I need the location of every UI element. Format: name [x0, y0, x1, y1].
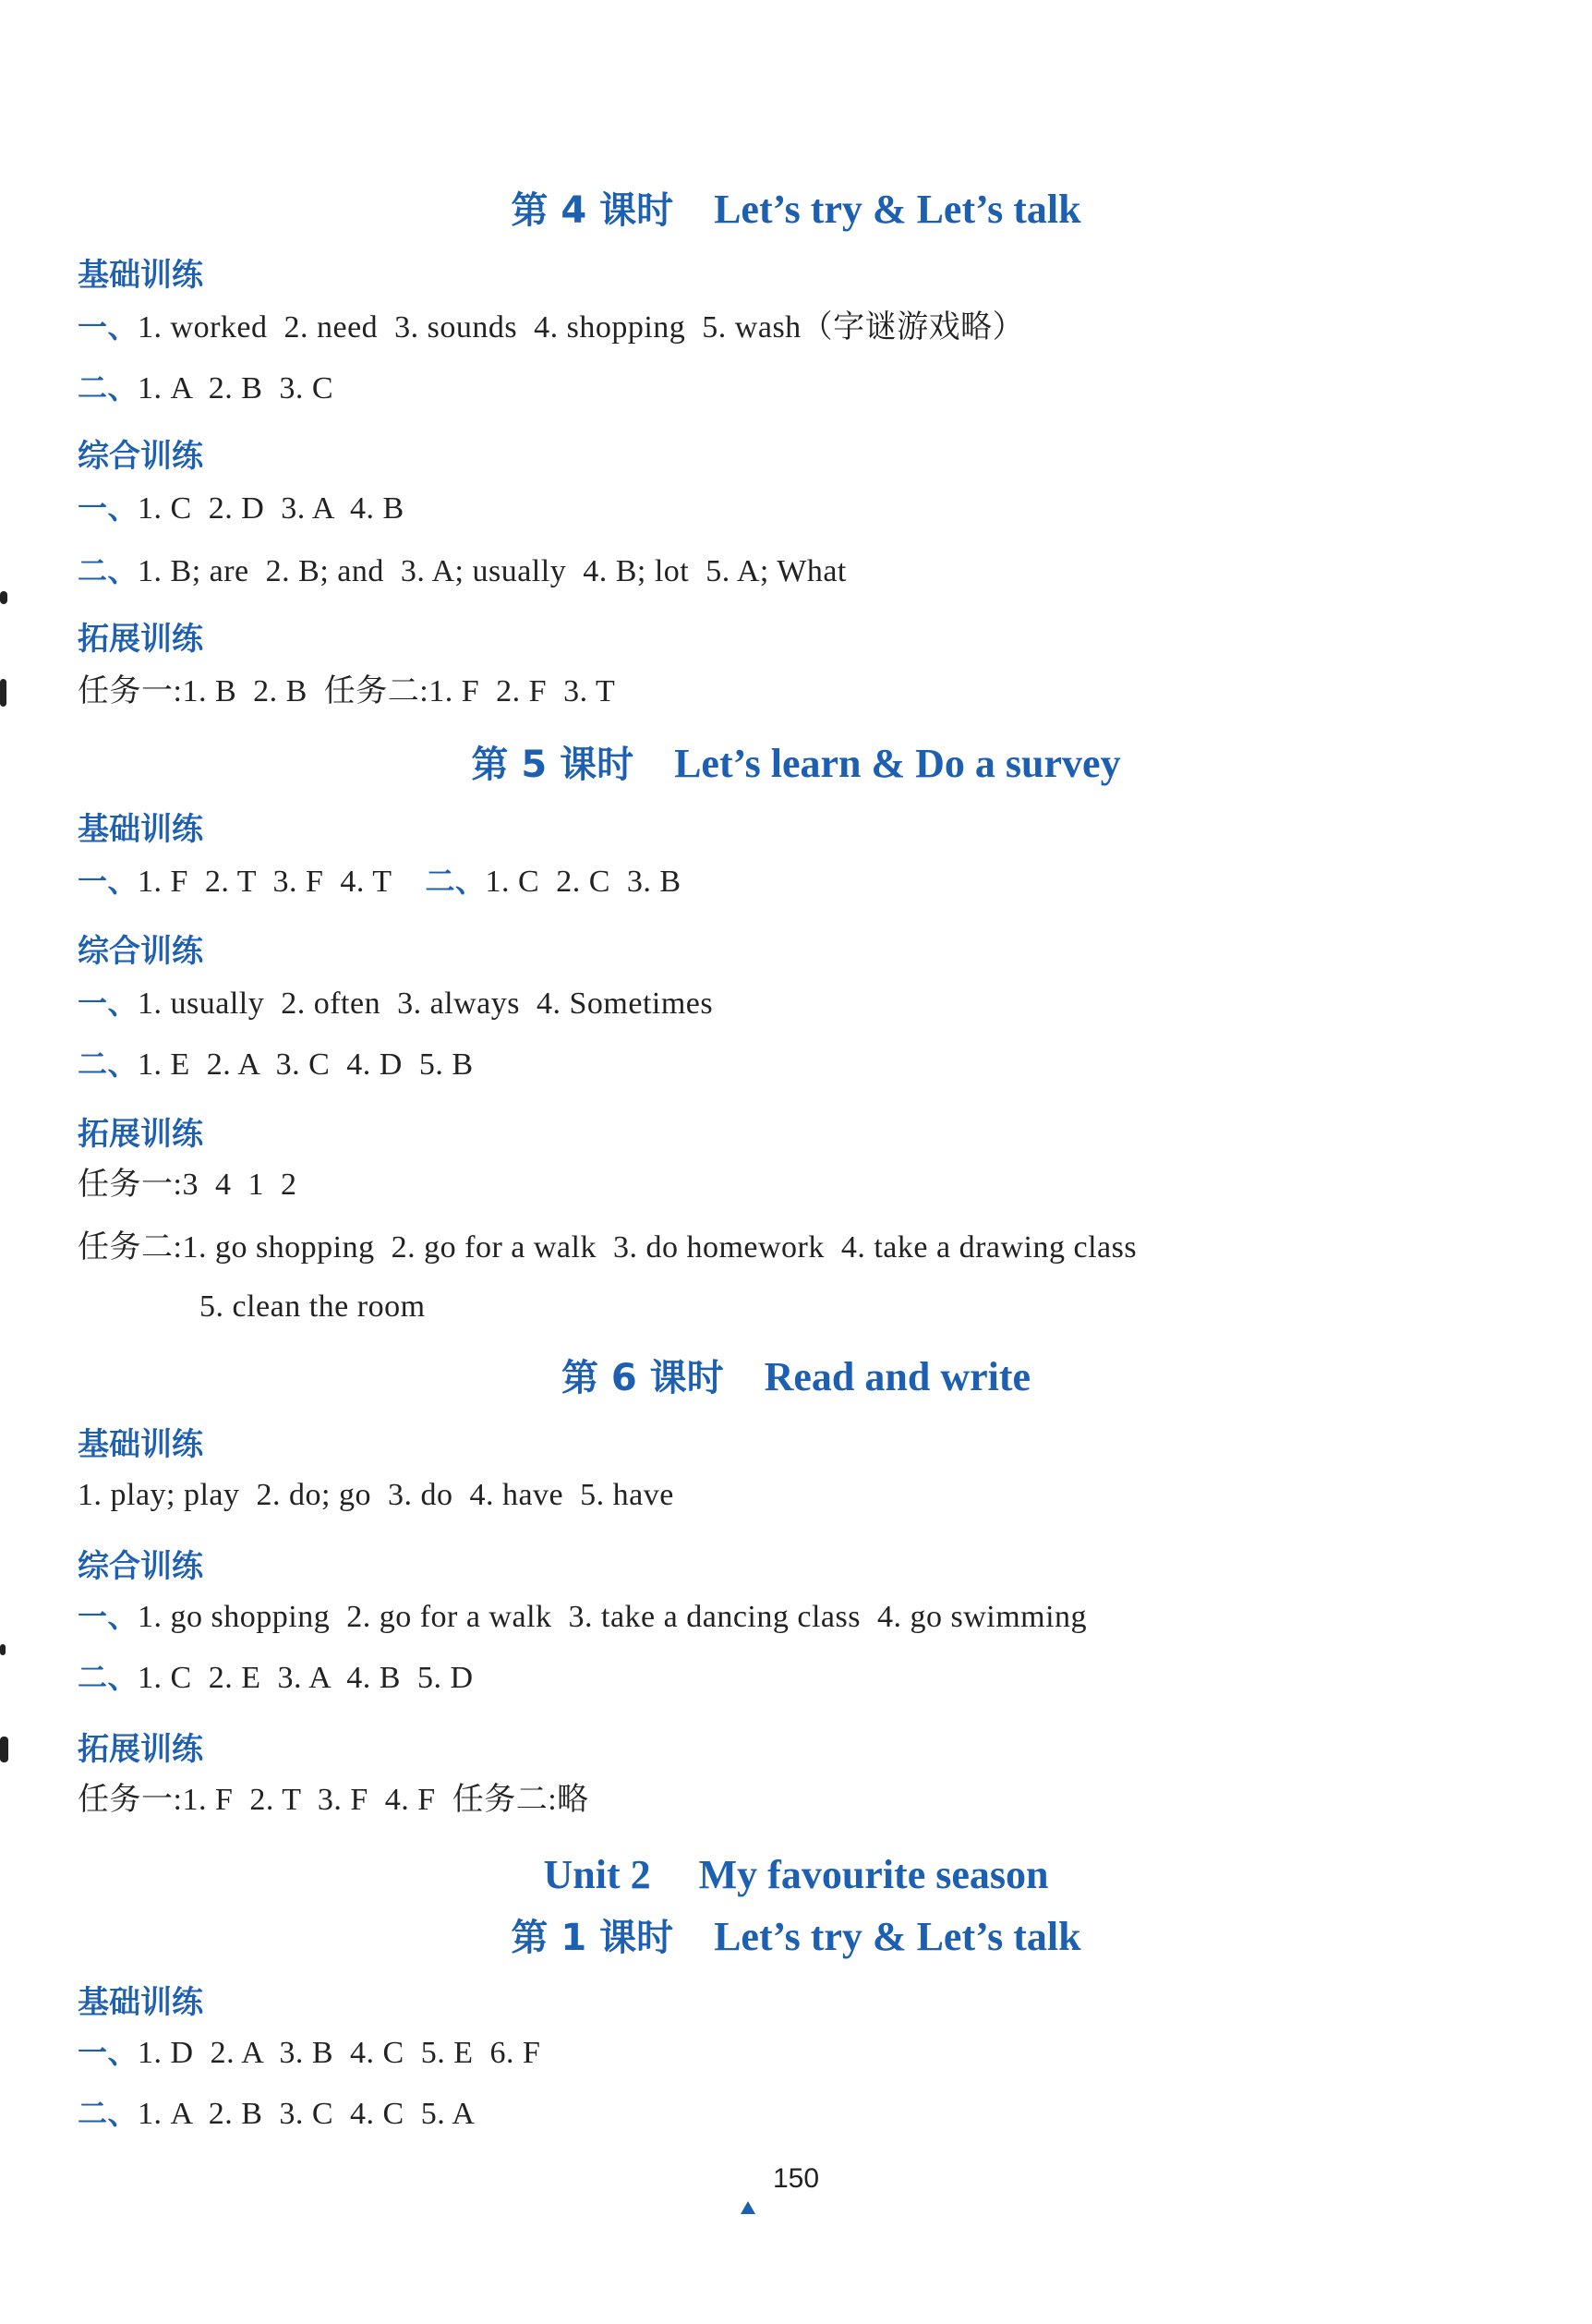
section-basic: 基础训练	[78, 1984, 203, 2021]
section-comprehensive: 综合训练	[78, 933, 203, 970]
section-extension: 拓展训练	[78, 1116, 203, 1153]
lesson-heading	[0, 181, 1592, 234]
section-extension: 拓展训练	[78, 621, 203, 658]
section-comprehensive: 综合训练	[78, 438, 203, 475]
unit-number: Unit 2	[543, 1852, 651, 1897]
answer-row: 一、1. go shopping 2. go for a walk 3. take a dancing class 4. go swimming	[78, 1599, 1088, 1634]
lesson-title: Let’s try & Let’s talk	[714, 187, 1081, 232]
answer-row: 二、1. A 2. B 3. C 4. C 5. A	[78, 2096, 476, 2131]
marker-two: 二、	[78, 370, 139, 405]
lesson-heading: 第 6 课时 Read and write	[561, 1354, 1031, 1399]
scan-mark	[0, 1644, 6, 1655]
lesson-heading: 第 5 课时 Let’s learn & Do a survey	[471, 741, 1121, 786]
answer-row: 一、1. D 2. A 3. B 4. C 5. E 6. F	[78, 2035, 541, 2070]
lesson-number: 第 4 课时	[511, 189, 674, 232]
page-number: 150	[772, 2163, 820, 2194]
unit-heading	[0, 1851, 1592, 1898]
page-triangle-icon	[741, 2201, 755, 2214]
section-basic: 基础训练	[78, 811, 203, 848]
answer-row: 1. play; play 2. do; go 3. do 4. have 5. have	[78, 1478, 674, 1512]
answer-row: 一、1. worked 2. need 3. sounds 4. shopping 5. wash（字谜游戏略）	[78, 309, 1025, 345]
answer-row: 任务二:1. go shopping 2. go for a walk 3. do homework 4. take a drawing class	[78, 1230, 1138, 1265]
section-basic: 基础训练	[78, 1426, 203, 1463]
answer-row: 二、1. C 2. E 3. A 4. B 5. D	[78, 1660, 474, 1695]
answer-row: 一、1. C 2. D 3. A 4. B	[78, 490, 404, 526]
lesson-heading: 第 1 课时 Let’s try & Let’s talk	[511, 1914, 1081, 1959]
answer-row: 一、1. F 2. T 3. F 4. T 二、1. C 2. C 3. B	[78, 864, 681, 899]
answer-row: 任务一:1. F 2. T 3. F 4. F 任务二:略	[78, 1783, 589, 1817]
answer-row: 一、1. usually 2. often 3. always 4. Sometimes	[78, 986, 714, 1021]
section-extension: 拓展训练	[78, 1731, 203, 1768]
scan-mark	[0, 591, 7, 604]
answer-row: 二、1. A 2. B 3. C	[78, 370, 334, 405]
section-basic: 基础训练	[78, 257, 203, 294]
scan-mark	[0, 1737, 8, 1762]
answer-row: 5. clean the room	[199, 1289, 426, 1324]
answer-row: 二、1. E 2. A 3. C 4. D 5. B	[78, 1047, 474, 1082]
answer-row: 任务一:1. B 2. B 任务二:1. F 2. F 3. T	[78, 674, 616, 708]
marker-one: 一、	[78, 309, 139, 345]
answer-row: 任务一:3 4 1 2	[78, 1168, 297, 1202]
scan-mark	[0, 679, 6, 707]
unit-name: My favourite season	[698, 1852, 1049, 1897]
section-comprehensive: 综合训练	[78, 1548, 203, 1585]
answer-row: 二、1. B; are 2. B; and 3. A; usually 4. B; lot 5. A; What	[78, 553, 847, 588]
